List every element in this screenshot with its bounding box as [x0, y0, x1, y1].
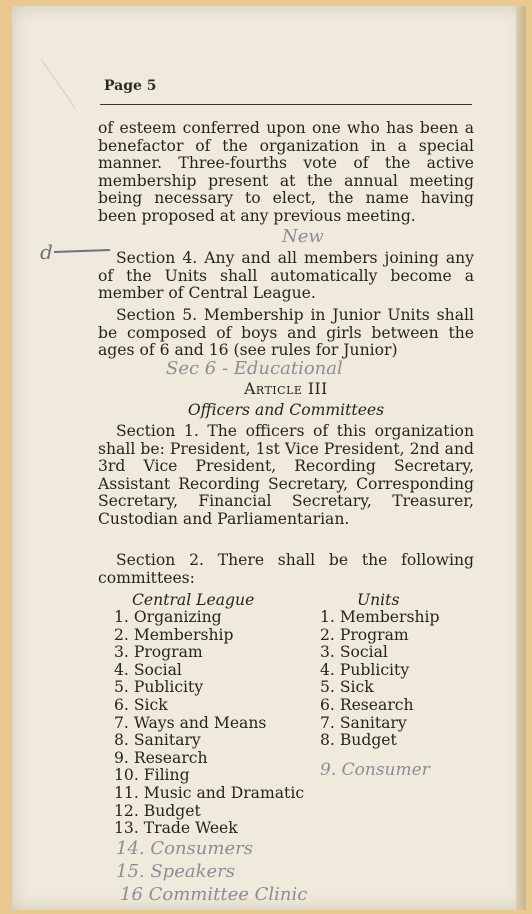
section-4-paragraph: Section 4. Any and all members joining any of the Units shall automatically become a member of Central League. [98, 249, 474, 303]
units-header: Units [357, 591, 400, 609]
section-2-paragraph: Section 2. There shall be the following committees: [98, 551, 474, 587]
unit-committee-item: 7. Sanitary [320, 713, 407, 732]
central-committee-item: 2. Membership [114, 625, 234, 644]
section-1-paragraph: Section 1. The officers of this organization shall be: President, 1st Vice President, 2nd and 3rd Vice President, Recording Secretary, Assistant Recording Secretary, Corresponding Secretary, Financial Secretary, Treasurer, Custodian and Parliamentarian. [98, 422, 474, 528]
central-committee-item: 1. Organizing [114, 608, 222, 626]
page-number: Page 5 [104, 78, 157, 94]
central-committee-item: 11. Music and Dramatic [114, 783, 305, 802]
section-5-paragraph: Section 5. Membership in Junior Units shall be composed of boys and girls between the ages of 6 and 16 (see rules for Junior) [98, 306, 474, 360]
central-committee-item: 5. Publicity [114, 678, 204, 697]
unit-committee-item: 2. Program [320, 625, 409, 644]
unit-committee-item: 8. Budget [320, 731, 397, 750]
central-committee-item: 6. Sick [114, 695, 168, 714]
unit-committee-item: 1. Membership [320, 608, 440, 626]
unit-committee-item: 3. Social [320, 643, 388, 662]
central-committee-item: 12. Budget [114, 801, 201, 820]
handwritten-units-9: 9. Consumer [320, 760, 430, 780]
paragraph-esteem: of esteem conferred upon one who has been a benefactor of the organization in a special manner. Three-fourths vote of the active membership present at the annual meeting being necessary to elect, the name having been proposed at any previous meeting. [98, 119, 474, 225]
central-committee-item: 13. Trade Week [114, 819, 238, 838]
central-committee-item: 7. Ways and Means [114, 713, 267, 732]
handwritten-central-16: 16 Committee Clinic [120, 884, 308, 905]
central-committee-item: 10. Filing [114, 766, 190, 785]
units-list [320, 609, 440, 750]
unit-committee-item: 6. Research [320, 695, 414, 714]
handwritten-margin-mark: d [40, 240, 53, 264]
central-committee-item: 3. Program [114, 643, 203, 662]
paper-crease [40, 24, 124, 108]
article-heading: Article III [244, 380, 328, 398]
handwritten-central-14: 14. Consumers [116, 838, 253, 859]
central-committee-item: 8. Sanitary [114, 731, 201, 750]
article-subheading: Officers and Committees [187, 401, 385, 419]
page-edge [516, 6, 526, 910]
unit-committee-item: 4. Publicity [320, 660, 410, 679]
unit-committee-item: 5. Sick [320, 678, 374, 697]
central-league-header: Central League [132, 591, 255, 609]
handwritten-central-15: 15. Speakers [116, 861, 235, 882]
header-rule [100, 104, 472, 105]
central-league-list [114, 609, 304, 838]
central-committee-item: 4. Social [114, 660, 182, 679]
central-committee-item: 9. Research [114, 748, 208, 767]
handwritten-sec6-note: Sec 6 - Educational [166, 358, 343, 379]
handwritten-new-note: New [282, 226, 324, 247]
